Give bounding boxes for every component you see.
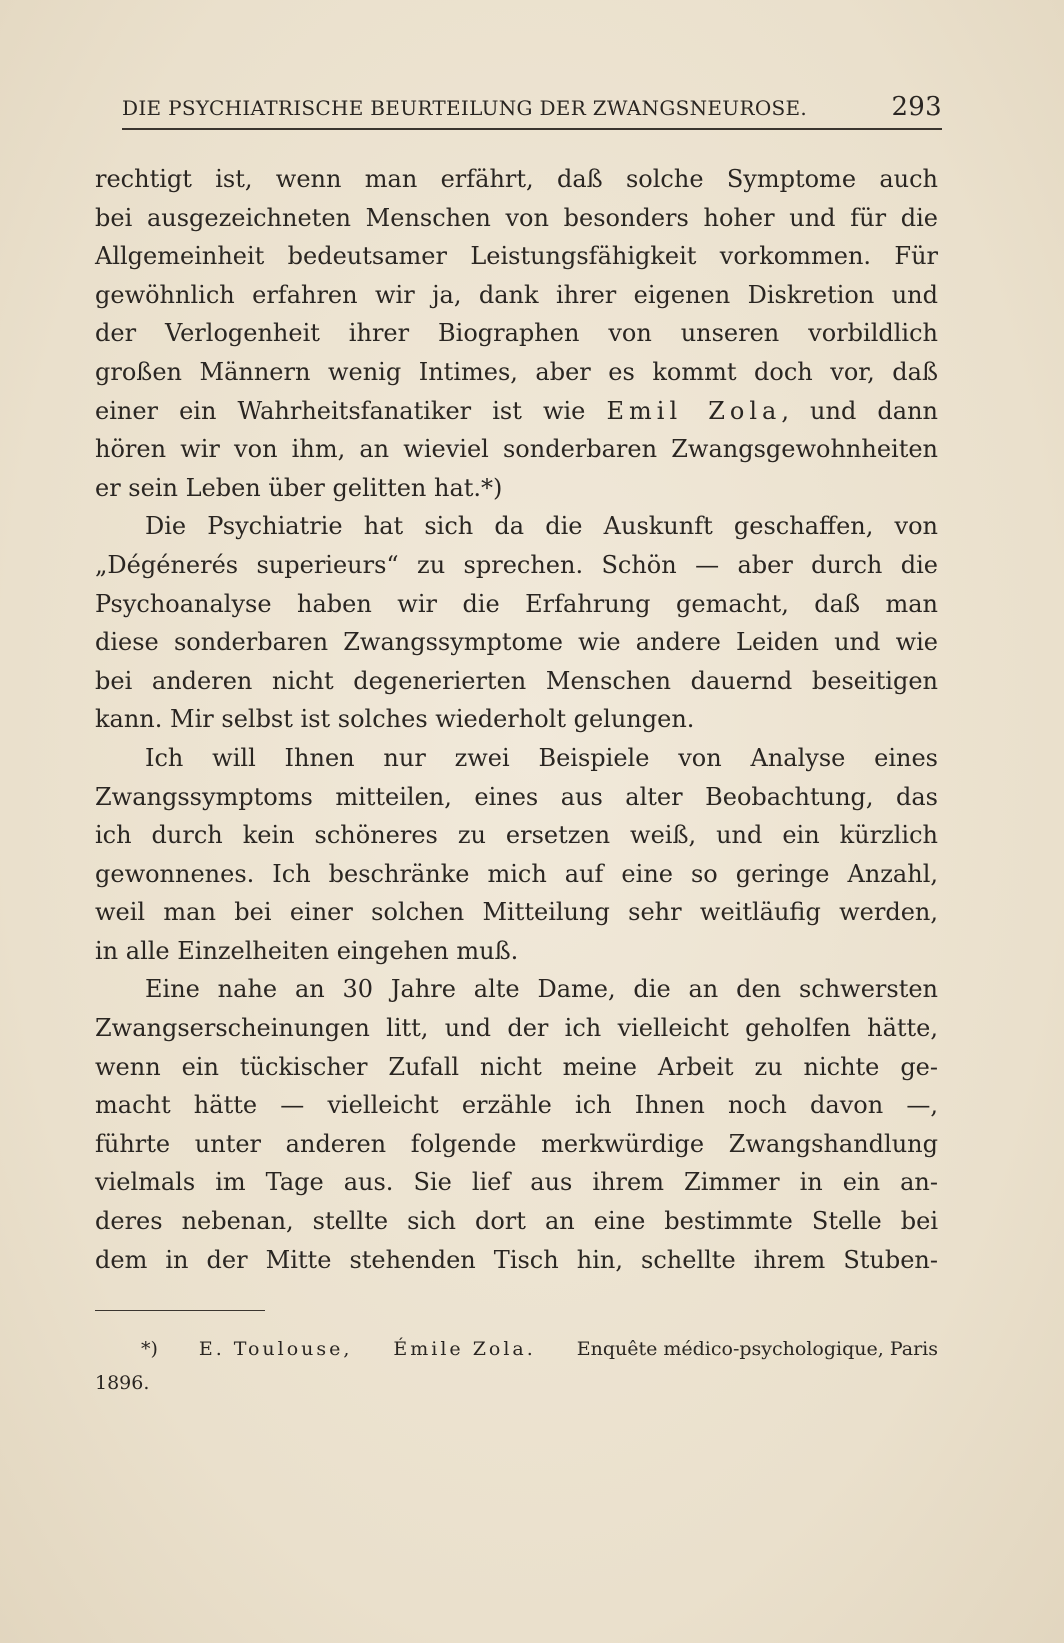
- text-line: Psychoanalyse haben wir die Erfahrung gemacht, daß man: [95, 589, 938, 618]
- text-line: in alle Einzelheiten eingehen muß.: [95, 936, 519, 965]
- text-line: bei anderen nicht degenerierten Menschen dauernd beseitigen: [95, 666, 938, 695]
- paragraph-first-line: Eine nahe an 30 Jahre alte Dame, die an den schwersten: [145, 975, 938, 1004]
- text-line: hören wir von ihm, an wieviel sonderbaren Zwangsgewohnheiten: [95, 435, 938, 464]
- header-rule: [122, 128, 942, 130]
- paragraph-first-line: Ich will Ihnen nur zwei Beispiele von Analyse eines: [145, 743, 938, 772]
- text-line: [95, 392, 938, 431]
- footnote-line: [95, 1332, 938, 1366]
- text-line: gewonnenes. Ich beschränke mich auf eine so geringe Anzahl,: [95, 859, 938, 888]
- page-header: [122, 90, 942, 130]
- text-line: „Dégénerés superieurs“ zu sprechen. Schön — aber durch die: [95, 550, 938, 579]
- text-line: deres nebenan, stellte sich dort an eine bestimmte Stelle bei: [95, 1207, 938, 1236]
- person-name-spaced: Emil Zola: [606, 396, 782, 425]
- text-line: gewöhnlich erfahren wir ja, dank ihrer eigenen Diskretion und: [95, 280, 938, 309]
- footnote: [95, 1332, 938, 1400]
- footnote-year: 1896.: [95, 1372, 150, 1394]
- text-line: Zwangserscheinungen litt, und der ich vielleicht geholfen hätte,: [95, 1014, 938, 1043]
- text-line: Allgemeinheit bedeutsamer Leistungsfähigkeit vorkommen. Für: [95, 242, 938, 271]
- text-fragment: einer ein Wahrheitsfanatiker ist wie: [95, 396, 586, 425]
- body-text: [95, 160, 938, 1279]
- text-line: großen Männern wenig Intimes, aber es kommt doch vor, daß: [95, 357, 938, 386]
- text-line: führte unter anderen folgende merkwürdige Zwangshandlung: [95, 1129, 938, 1158]
- footnote-author: E. Toulouse,: [198, 1338, 353, 1360]
- text-line: weil man bei einer solchen Mitteilung sehr weitläufig werden,: [95, 898, 938, 927]
- text-line: wenn ein tückischer Zufall nicht meine Arbeit zu nichte ge-: [95, 1052, 938, 1081]
- page-number: 293: [891, 92, 942, 122]
- footnote-title: Enquête médico-psychologique, Paris: [576, 1338, 938, 1360]
- footnote-rule: [95, 1310, 265, 1311]
- running-title: DIE PSYCHIATRISCHE BEURTEILUNG DER ZWANGSNEUROSE.: [122, 96, 808, 120]
- footnote-marker: *): [141, 1338, 158, 1360]
- paragraph-first-line: Die Psychiatrie hat sich da die Auskunft geschaffen, von: [145, 512, 938, 541]
- text-line: kann. Mir selbst ist solches wiederholt gelungen.: [95, 705, 695, 734]
- text-line: ich durch kein schöneres zu ersetzen weiß, und ein kürzlich: [95, 821, 938, 850]
- text-line: Zwangssymptoms mitteilen, eines aus alter Beobachtung, das: [95, 782, 938, 811]
- text-line: macht hätte — vielleicht erzähle ich Ihnen noch davon —,: [95, 1091, 938, 1120]
- text-line: rechtigt ist, wenn man erfährt, daß solche Symptome auch: [95, 165, 938, 193]
- text-line: er sein Leben über gelitten hat.*): [95, 473, 503, 502]
- text-fragment: , und dann: [781, 396, 938, 425]
- text-line: der Verlogenheit ihrer Biographen von unseren vorbildlich: [95, 319, 938, 348]
- text-line: bei ausgezeichneten Menschen von besonders hoher und für die: [95, 203, 938, 232]
- footnote-subject: Émile Zola.: [393, 1338, 536, 1360]
- text-line: diese sonderbaren Zwangssymptome wie andere Leiden und wie: [95, 628, 938, 657]
- text-line: dem in der Mitte stehenden Tisch hin, schellte ihrem Stuben-: [95, 1245, 938, 1274]
- text-line: vielmals im Tage aus. Sie lief aus ihrem Zimmer in ein an-: [95, 1168, 938, 1197]
